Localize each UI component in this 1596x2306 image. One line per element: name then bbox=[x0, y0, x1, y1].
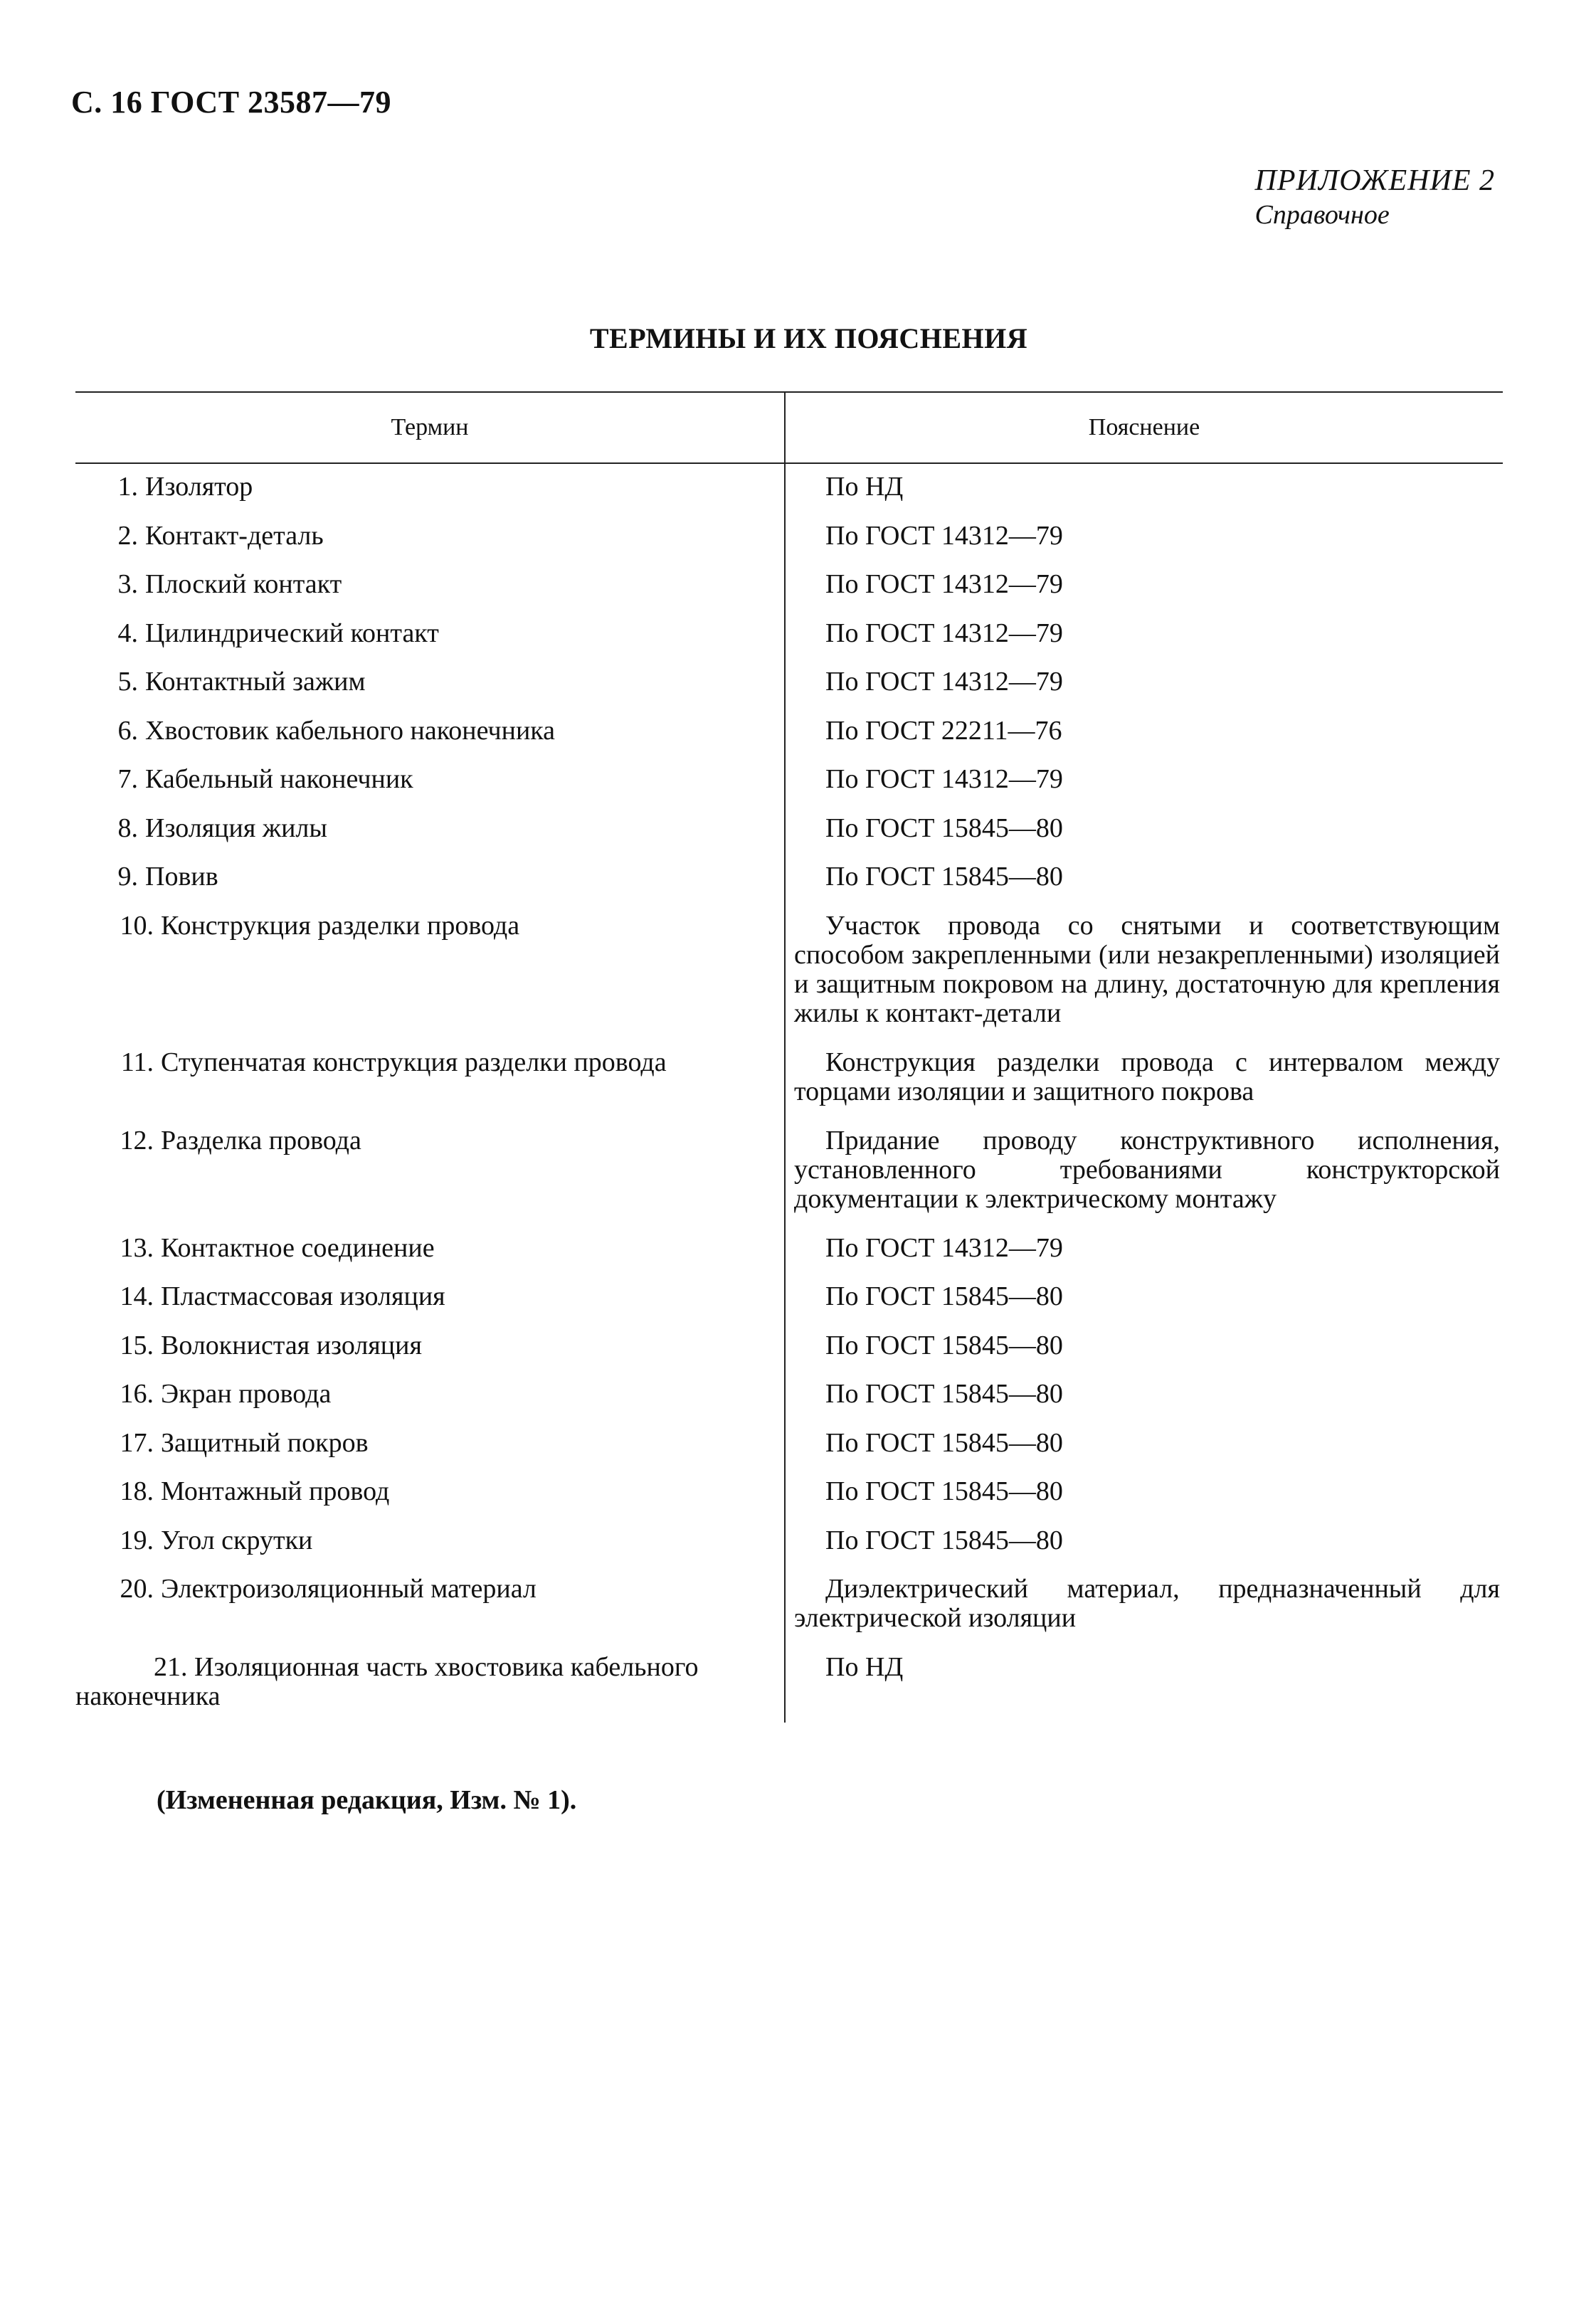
page-header: С. 16 ГОСТ 23587—79 bbox=[71, 85, 392, 120]
row-number: 8. bbox=[117, 813, 138, 843]
explanation: По НД bbox=[825, 1652, 904, 1682]
explanation: По ГОСТ 14312—79 bbox=[825, 520, 1063, 551]
table-row bbox=[75, 1566, 1503, 1644]
explanation: По ГОСТ 15845—80 bbox=[825, 862, 1063, 892]
row-number: 1. bbox=[117, 472, 138, 502]
explanation: Конструкция разделки провода с интервалом между торцами изоляции и защитного покрова bbox=[794, 1047, 1500, 1106]
header-explanation: Пояснение bbox=[1088, 414, 1200, 440]
document-title: ТЕРМИНЫ И ИХ ПОЯСНЕНИЯ bbox=[589, 322, 1028, 354]
table-row bbox=[75, 805, 1503, 855]
row-number: 14. bbox=[120, 1281, 154, 1311]
table-row bbox=[75, 1371, 1503, 1420]
explanation: По ГОСТ 15845—80 bbox=[825, 1281, 1063, 1311]
row-number: 9. bbox=[117, 862, 138, 892]
row-number: 11. bbox=[120, 1047, 154, 1077]
terms-table bbox=[75, 391, 1503, 1723]
table-row bbox=[75, 1644, 1503, 1723]
term: Угол скрутки bbox=[161, 1525, 313, 1555]
explanation: По ГОСТ 14312—79 bbox=[825, 667, 1063, 697]
explanation: По ГОСТ 15845—80 bbox=[825, 813, 1063, 843]
row-number: 15. bbox=[120, 1330, 154, 1360]
appendix-subtitle: Справочное bbox=[1254, 200, 1390, 230]
table-row bbox=[75, 513, 1503, 562]
term: Конструкция разделки провода bbox=[161, 910, 520, 941]
row-number: 20. bbox=[120, 1574, 154, 1604]
table-row bbox=[75, 464, 1503, 513]
explanation: Придание проводу конструктивного исполнения, установленного требованиями конструкторской документации к электрическому монтажу bbox=[794, 1125, 1500, 1214]
table-row bbox=[75, 708, 1503, 757]
term: Повив bbox=[145, 862, 218, 892]
table-row bbox=[75, 1323, 1503, 1372]
term: Изолятор bbox=[145, 472, 253, 502]
header-term: Термин bbox=[75, 393, 786, 462]
term: Плоский контакт bbox=[145, 569, 342, 599]
row-number: 17. bbox=[120, 1427, 154, 1458]
explanation: Участок провода со снятыми и соответствующим способом закрепленными (или незакрепленными) изоляцией и защитным покровом на длину, достаточную для крепления жилы к контакт-детали bbox=[794, 910, 1500, 1028]
row-number: 21. bbox=[154, 1652, 188, 1682]
table-row bbox=[75, 1420, 1503, 1469]
row-number: 3. bbox=[117, 569, 138, 599]
table-row bbox=[75, 659, 1503, 708]
row-number: 7. bbox=[117, 764, 138, 794]
row-number: 16. bbox=[120, 1379, 154, 1409]
explanation: По ГОСТ 14312—79 bbox=[825, 1232, 1063, 1263]
table-row bbox=[75, 854, 1503, 903]
term: Контактный зажим bbox=[145, 667, 366, 697]
table-row bbox=[75, 561, 1503, 610]
term: Контактное соединение bbox=[161, 1232, 435, 1263]
term: Электроизоляционный материал bbox=[161, 1574, 537, 1604]
term: Монтажный провод bbox=[161, 1476, 390, 1506]
appendix-title: ПРИЛОЖЕНИЕ 2 bbox=[1254, 164, 1495, 197]
explanation: По ГОСТ 14312—79 bbox=[825, 569, 1063, 599]
table-row bbox=[75, 1040, 1503, 1118]
table-row bbox=[75, 610, 1503, 660]
explanation: По ГОСТ 15845—80 bbox=[825, 1379, 1063, 1409]
row-number: 5. bbox=[117, 667, 138, 697]
row-number: 2. bbox=[117, 520, 138, 551]
row-number: 12. bbox=[120, 1125, 154, 1155]
term: Изоляционная часть хвостовика кабельного наконечника bbox=[75, 1652, 699, 1711]
table-row bbox=[75, 1118, 1503, 1225]
explanation: По ГОСТ 15845—80 bbox=[825, 1525, 1063, 1555]
row-number: 19. bbox=[120, 1525, 154, 1555]
table-row bbox=[75, 1518, 1503, 1567]
term: Контакт-деталь bbox=[145, 520, 324, 551]
table-header bbox=[75, 391, 1503, 464]
table-row bbox=[75, 756, 1503, 805]
amendment-note: (Измененная редакция, Изм. № 1). bbox=[157, 1785, 577, 1815]
term: Экран провода bbox=[161, 1379, 332, 1409]
explanation: По ГОСТ 14312—79 bbox=[825, 618, 1063, 648]
term: Волокнистая изоляция bbox=[161, 1330, 422, 1360]
term: Изоляция жилы bbox=[145, 813, 327, 843]
row-number: 10. bbox=[120, 910, 154, 941]
row-number: 4. bbox=[117, 618, 138, 648]
term: Цилиндрический контакт bbox=[145, 618, 439, 648]
term: Хвостовик кабельного наконечника bbox=[145, 715, 556, 746]
table-body bbox=[75, 464, 1503, 1723]
table-row bbox=[75, 1274, 1503, 1323]
row-number: 18. bbox=[120, 1476, 154, 1506]
term: Ступенчатая конструкция разделки провода bbox=[161, 1047, 667, 1077]
explanation: По ГОСТ 15845—80 bbox=[825, 1330, 1063, 1360]
table-row bbox=[75, 1469, 1503, 1518]
term: Кабельный наконечник bbox=[145, 764, 413, 794]
term: Защитный покров bbox=[161, 1427, 369, 1458]
explanation: Диэлектрический материал, предназначенный для электрической изоляции bbox=[794, 1574, 1500, 1633]
explanation: По ГОСТ 15845—80 bbox=[825, 1427, 1063, 1458]
row-number: 13. bbox=[120, 1232, 154, 1263]
row-number: 6. bbox=[117, 715, 138, 746]
explanation: По ГОСТ 15845—80 bbox=[825, 1476, 1063, 1506]
table-row bbox=[75, 1225, 1503, 1274]
explanation: По ГОСТ 22211—76 bbox=[825, 715, 1062, 746]
term: Разделка провода bbox=[161, 1125, 361, 1155]
explanation: По ГОСТ 14312—79 bbox=[825, 764, 1063, 794]
table-row bbox=[75, 903, 1503, 1040]
explanation: По НД bbox=[825, 472, 904, 502]
appendix-label bbox=[1255, 164, 1495, 231]
term: Пластмассовая изоляция bbox=[161, 1281, 445, 1311]
